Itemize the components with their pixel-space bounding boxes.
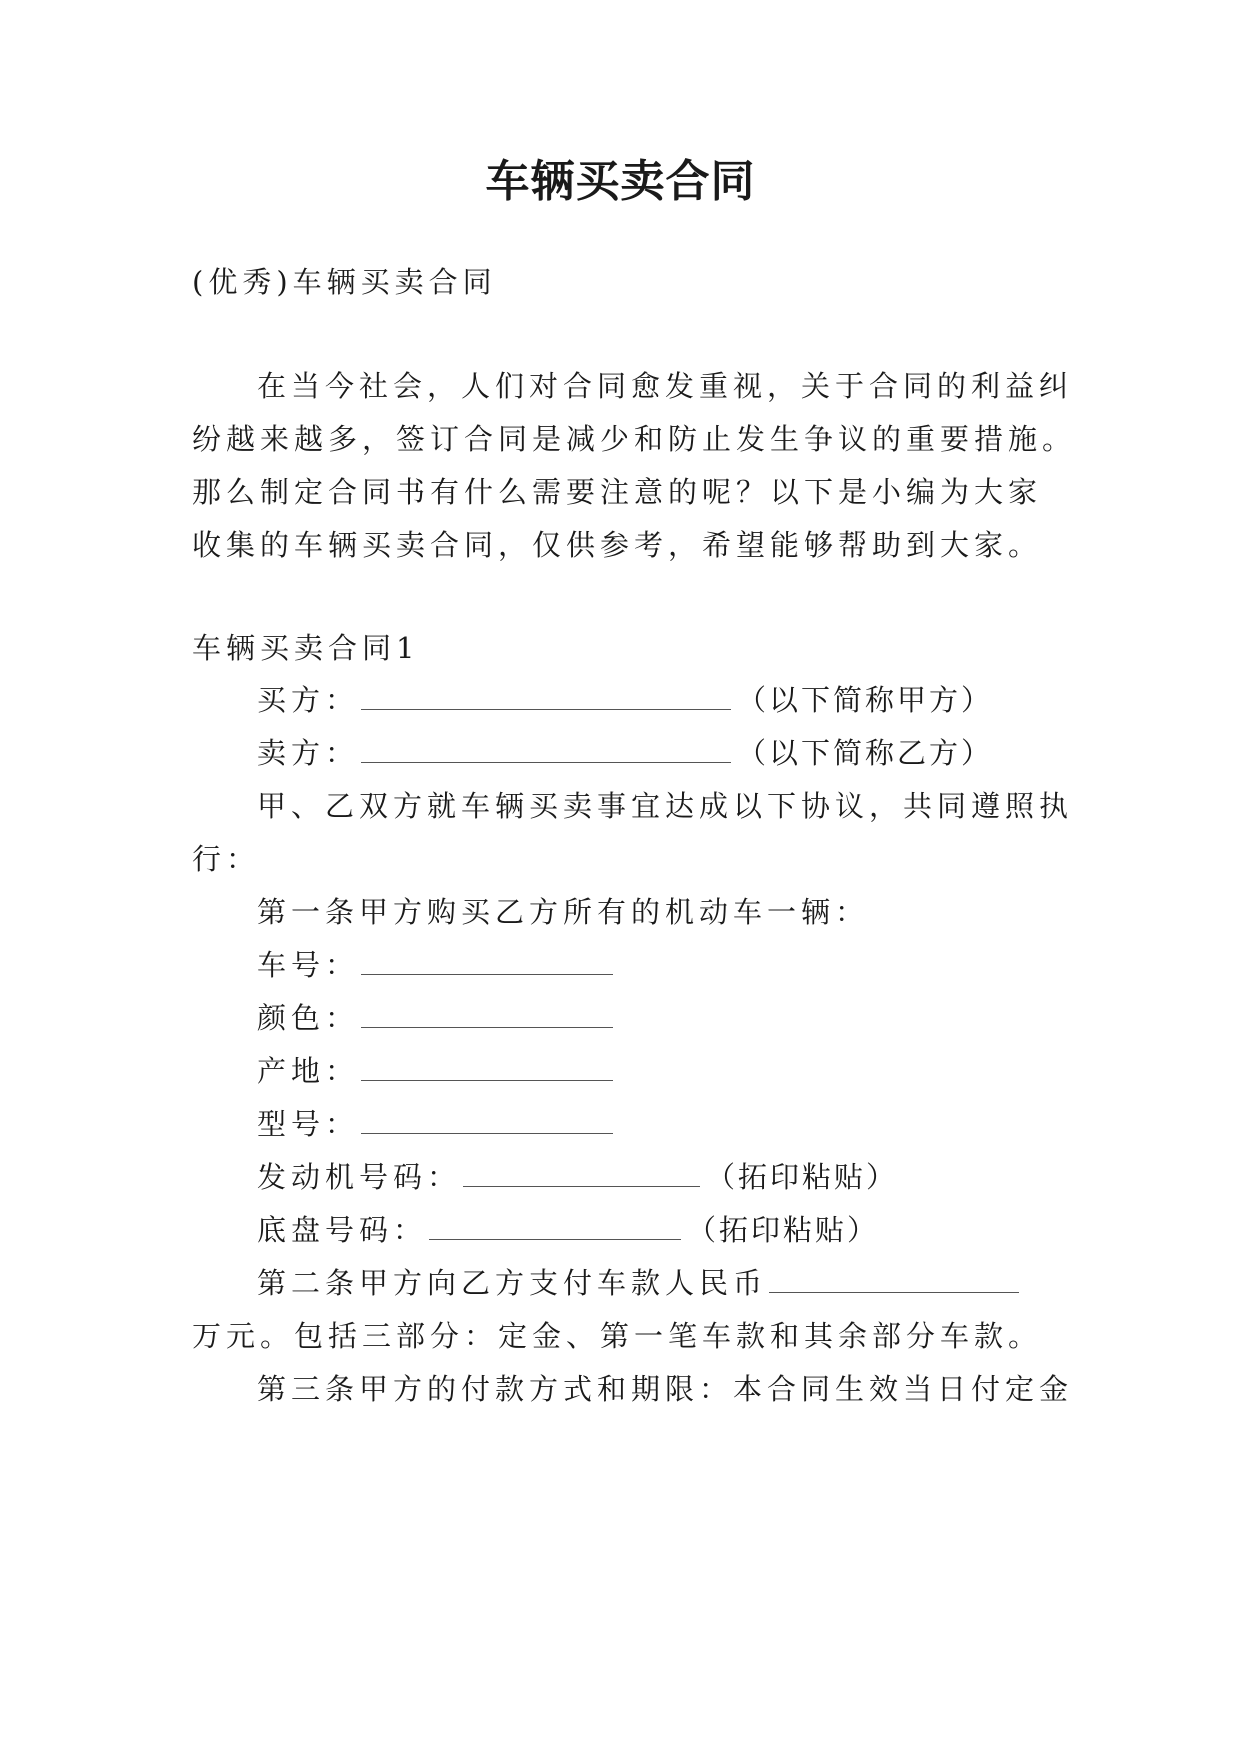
seller-blank: [361, 744, 731, 763]
agreement-line-1: 甲、乙双方就车辆买卖事宜达成以下协议，共同遵照执: [257, 789, 1074, 823]
article-2-text: 第二条甲方向乙方支付车款人民币: [257, 1266, 768, 1300]
engine-row: [257, 1157, 898, 1197]
plate-label: 车号：: [257, 948, 360, 982]
origin-label: 产地：: [257, 1054, 360, 1088]
engine-blank: [463, 1168, 700, 1187]
color-row: [257, 998, 619, 1038]
model-blank: [361, 1115, 613, 1134]
model-row: [257, 1104, 619, 1144]
intro-line-2: 纷越来越多，签订合同是减少和防止发生争议的重要措施。: [192, 422, 1077, 456]
article-1: 第一条甲方购买乙方所有的机动车一辆：: [257, 895, 870, 929]
chassis-note: （拓印粘贴）: [687, 1213, 880, 1247]
payment-amount-blank: [769, 1274, 1019, 1293]
origin-blank: [361, 1062, 613, 1081]
buyer-row: [257, 680, 993, 720]
document-title: 车辆买卖合同: [485, 156, 756, 207]
seller-note: （以下简称乙方）: [737, 736, 994, 770]
intro-line-1: 在当今社会，人们对合同愈发重视，关于合同的利益纠: [257, 369, 1074, 403]
intro-line-4: 收集的车辆买卖合同，仅供参考，希望能够帮助到大家。: [192, 528, 1043, 562]
document-subtitle: (优秀)车辆买卖合同: [192, 265, 497, 299]
plate-row: [257, 945, 619, 985]
seller-row: [257, 733, 993, 773]
seller-label: 卖方：: [257, 736, 360, 770]
chassis-row: [257, 1210, 879, 1250]
article-2-line-2: 万元。包括三部分：定金、第一笔车款和其余部分车款。: [192, 1319, 1043, 1353]
chassis-label: 底盘号码：: [257, 1213, 428, 1247]
engine-label: 发动机号码：: [257, 1160, 462, 1194]
chassis-blank: [429, 1221, 681, 1240]
section-heading: 车辆买卖合同1: [192, 631, 420, 665]
buyer-label: 买方：: [257, 683, 360, 717]
model-label: 型号：: [257, 1107, 360, 1141]
article-3-line-1: 第三条甲方的付款方式和期限：本合同生效当日付定金: [257, 1372, 1074, 1406]
origin-row: [257, 1051, 619, 1091]
article-2-line-1: [257, 1263, 1019, 1303]
agreement-line-2: 行：: [192, 842, 261, 876]
color-blank: [361, 1009, 613, 1028]
color-label: 颜色：: [257, 1001, 360, 1035]
buyer-note: （以下简称甲方）: [737, 683, 994, 717]
plate-blank: [361, 956, 613, 975]
intro-line-3: 那么制定合同书有什么需要注意的呢？以下是小编为大家: [192, 475, 1043, 509]
buyer-blank: [361, 691, 731, 710]
engine-note: （拓印粘贴）: [706, 1160, 899, 1194]
